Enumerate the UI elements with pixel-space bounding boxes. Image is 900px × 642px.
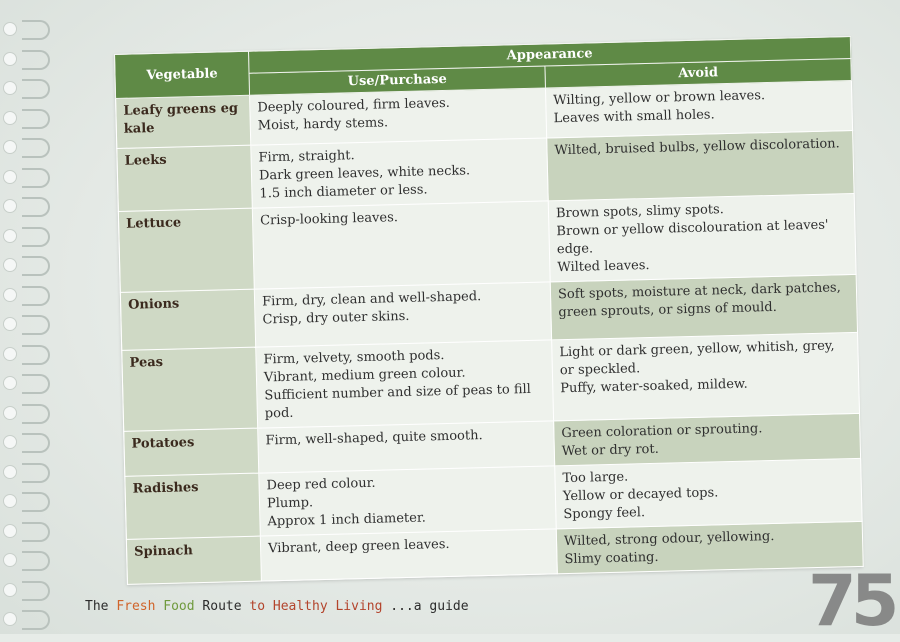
binding-ring [22, 20, 50, 40]
footer-fresh: Fresh [116, 599, 156, 614]
binding-ring [22, 256, 50, 276]
binding-ring [22, 315, 50, 335]
binding-ring [22, 404, 50, 424]
binding-ring [22, 50, 50, 70]
binding-hole [3, 170, 17, 184]
binding-hole [3, 494, 17, 508]
binding-ring [22, 345, 50, 365]
vegetable-cell: Peas [122, 347, 258, 431]
use-cell: Firm, straight. Dark green leaves, white necks. 1.5 inch diameter or less. [251, 138, 548, 208]
vegetable-cell: Onions [120, 289, 255, 350]
binding-ring [22, 109, 50, 129]
binding-hole [3, 524, 17, 538]
binding-ring [22, 138, 50, 158]
avoid-cell: Soft spots, moisture at neck, dark patches, green sprouts, or signs of mould. [550, 274, 857, 339]
spiral-binding [0, 0, 60, 634]
binding-ring [22, 433, 50, 453]
binding-ring [22, 581, 50, 601]
use-cell: Crisp-looking leaves. [252, 201, 550, 289]
binding-hole [3, 288, 17, 302]
vegetable-table-container [114, 36, 863, 585]
vegetable-cell: Leeks [117, 145, 252, 211]
binding-hole [3, 435, 17, 449]
vegetable-cell: Leafy greens eg kale [116, 95, 251, 148]
vegetable-cell: Spinach [126, 536, 261, 584]
header-use-purchase: Use/Purchase [249, 66, 545, 95]
avoid-cell: Wilted, bruised bulbs, yellow discoloration. [547, 130, 854, 200]
avoid-cell: Wilted, strong odour, yellowing. Slimy coating. [556, 521, 863, 573]
binding-hole [3, 140, 17, 154]
binding-ring [22, 286, 50, 306]
binding-hole [3, 465, 17, 479]
vegetable-appearance-table [114, 36, 864, 585]
binding-hole [3, 553, 17, 567]
footer-guide: ...a guide [382, 599, 469, 614]
avoid-cell: Light or dark green, yellow, whitish, grey, or speckled. Puffy, water-soaked, mildew. [552, 332, 860, 420]
binding-hole [3, 52, 17, 66]
binding-ring [22, 492, 50, 512]
header-vegetable: Vegetable [115, 51, 250, 98]
binding-ring [22, 374, 50, 394]
use-cell: Firm, dry, clean and well-shaped. Crisp, dry outer skins. [254, 282, 551, 347]
avoid-cell: Green coloration or sprouting. Wet or dry rot. [554, 413, 861, 465]
binding-hole [3, 583, 17, 597]
binding-ring [22, 610, 50, 630]
binding-ring [22, 227, 50, 247]
use-cell: Deeply coloured, firm leaves. Moist, hardy stems. [250, 88, 547, 145]
binding-hole [3, 612, 17, 626]
use-cell: Firm, well-shaped, quite smooth. [258, 421, 555, 473]
table-body [116, 80, 864, 584]
vegetable-cell: Potatoes [124, 428, 259, 476]
use-cell: Deep red colour. Plump. Approx 1 inch diameter. [259, 466, 556, 536]
binding-hole [3, 347, 17, 361]
binding-ring [22, 522, 50, 542]
use-cell: Firm, velvety, smooth pods. Vibrant, medium green colour. Sufficient number and size of peas to fill pod. [256, 340, 554, 428]
binding-hole [3, 199, 17, 213]
header-avoid: Avoid [545, 58, 851, 87]
binding-ring [22, 79, 50, 99]
footer-the: The [85, 599, 117, 614]
binding-hole [3, 406, 17, 420]
avoid-cell: Wilting, yellow or brown leaves. Leaves with small holes. [545, 80, 852, 137]
footer-title [85, 599, 469, 614]
footer-route: Route [194, 599, 250, 614]
binding-ring [22, 551, 50, 571]
binding-hole [3, 317, 17, 331]
vegetable-cell: Lettuce [118, 208, 254, 292]
binding-ring [22, 463, 50, 483]
binding-hole [3, 22, 17, 36]
binding-hole [3, 229, 17, 243]
binding-hole [3, 376, 17, 390]
footer-food: Food [155, 599, 195, 614]
page-number: 75 [808, 560, 894, 642]
header-appearance: Appearance [248, 37, 850, 74]
avoid-cell: Brown spots, slimy spots. Brown or yellow discolouration at leaves' edge. Wilted leaves. [548, 193, 856, 281]
avoid-cell: Too large. Yellow or decayed tops. Spongy feel. [555, 458, 862, 528]
binding-hole [3, 258, 17, 272]
binding-hole [3, 111, 17, 125]
use-cell: Vibrant, deep green leaves. [260, 529, 557, 581]
binding-ring [22, 168, 50, 188]
binding-ring [22, 197, 50, 217]
footer-healthy-living: to Healthy Living [249, 599, 383, 614]
binding-hole [3, 81, 17, 95]
vegetable-cell: Radishes [125, 473, 260, 539]
